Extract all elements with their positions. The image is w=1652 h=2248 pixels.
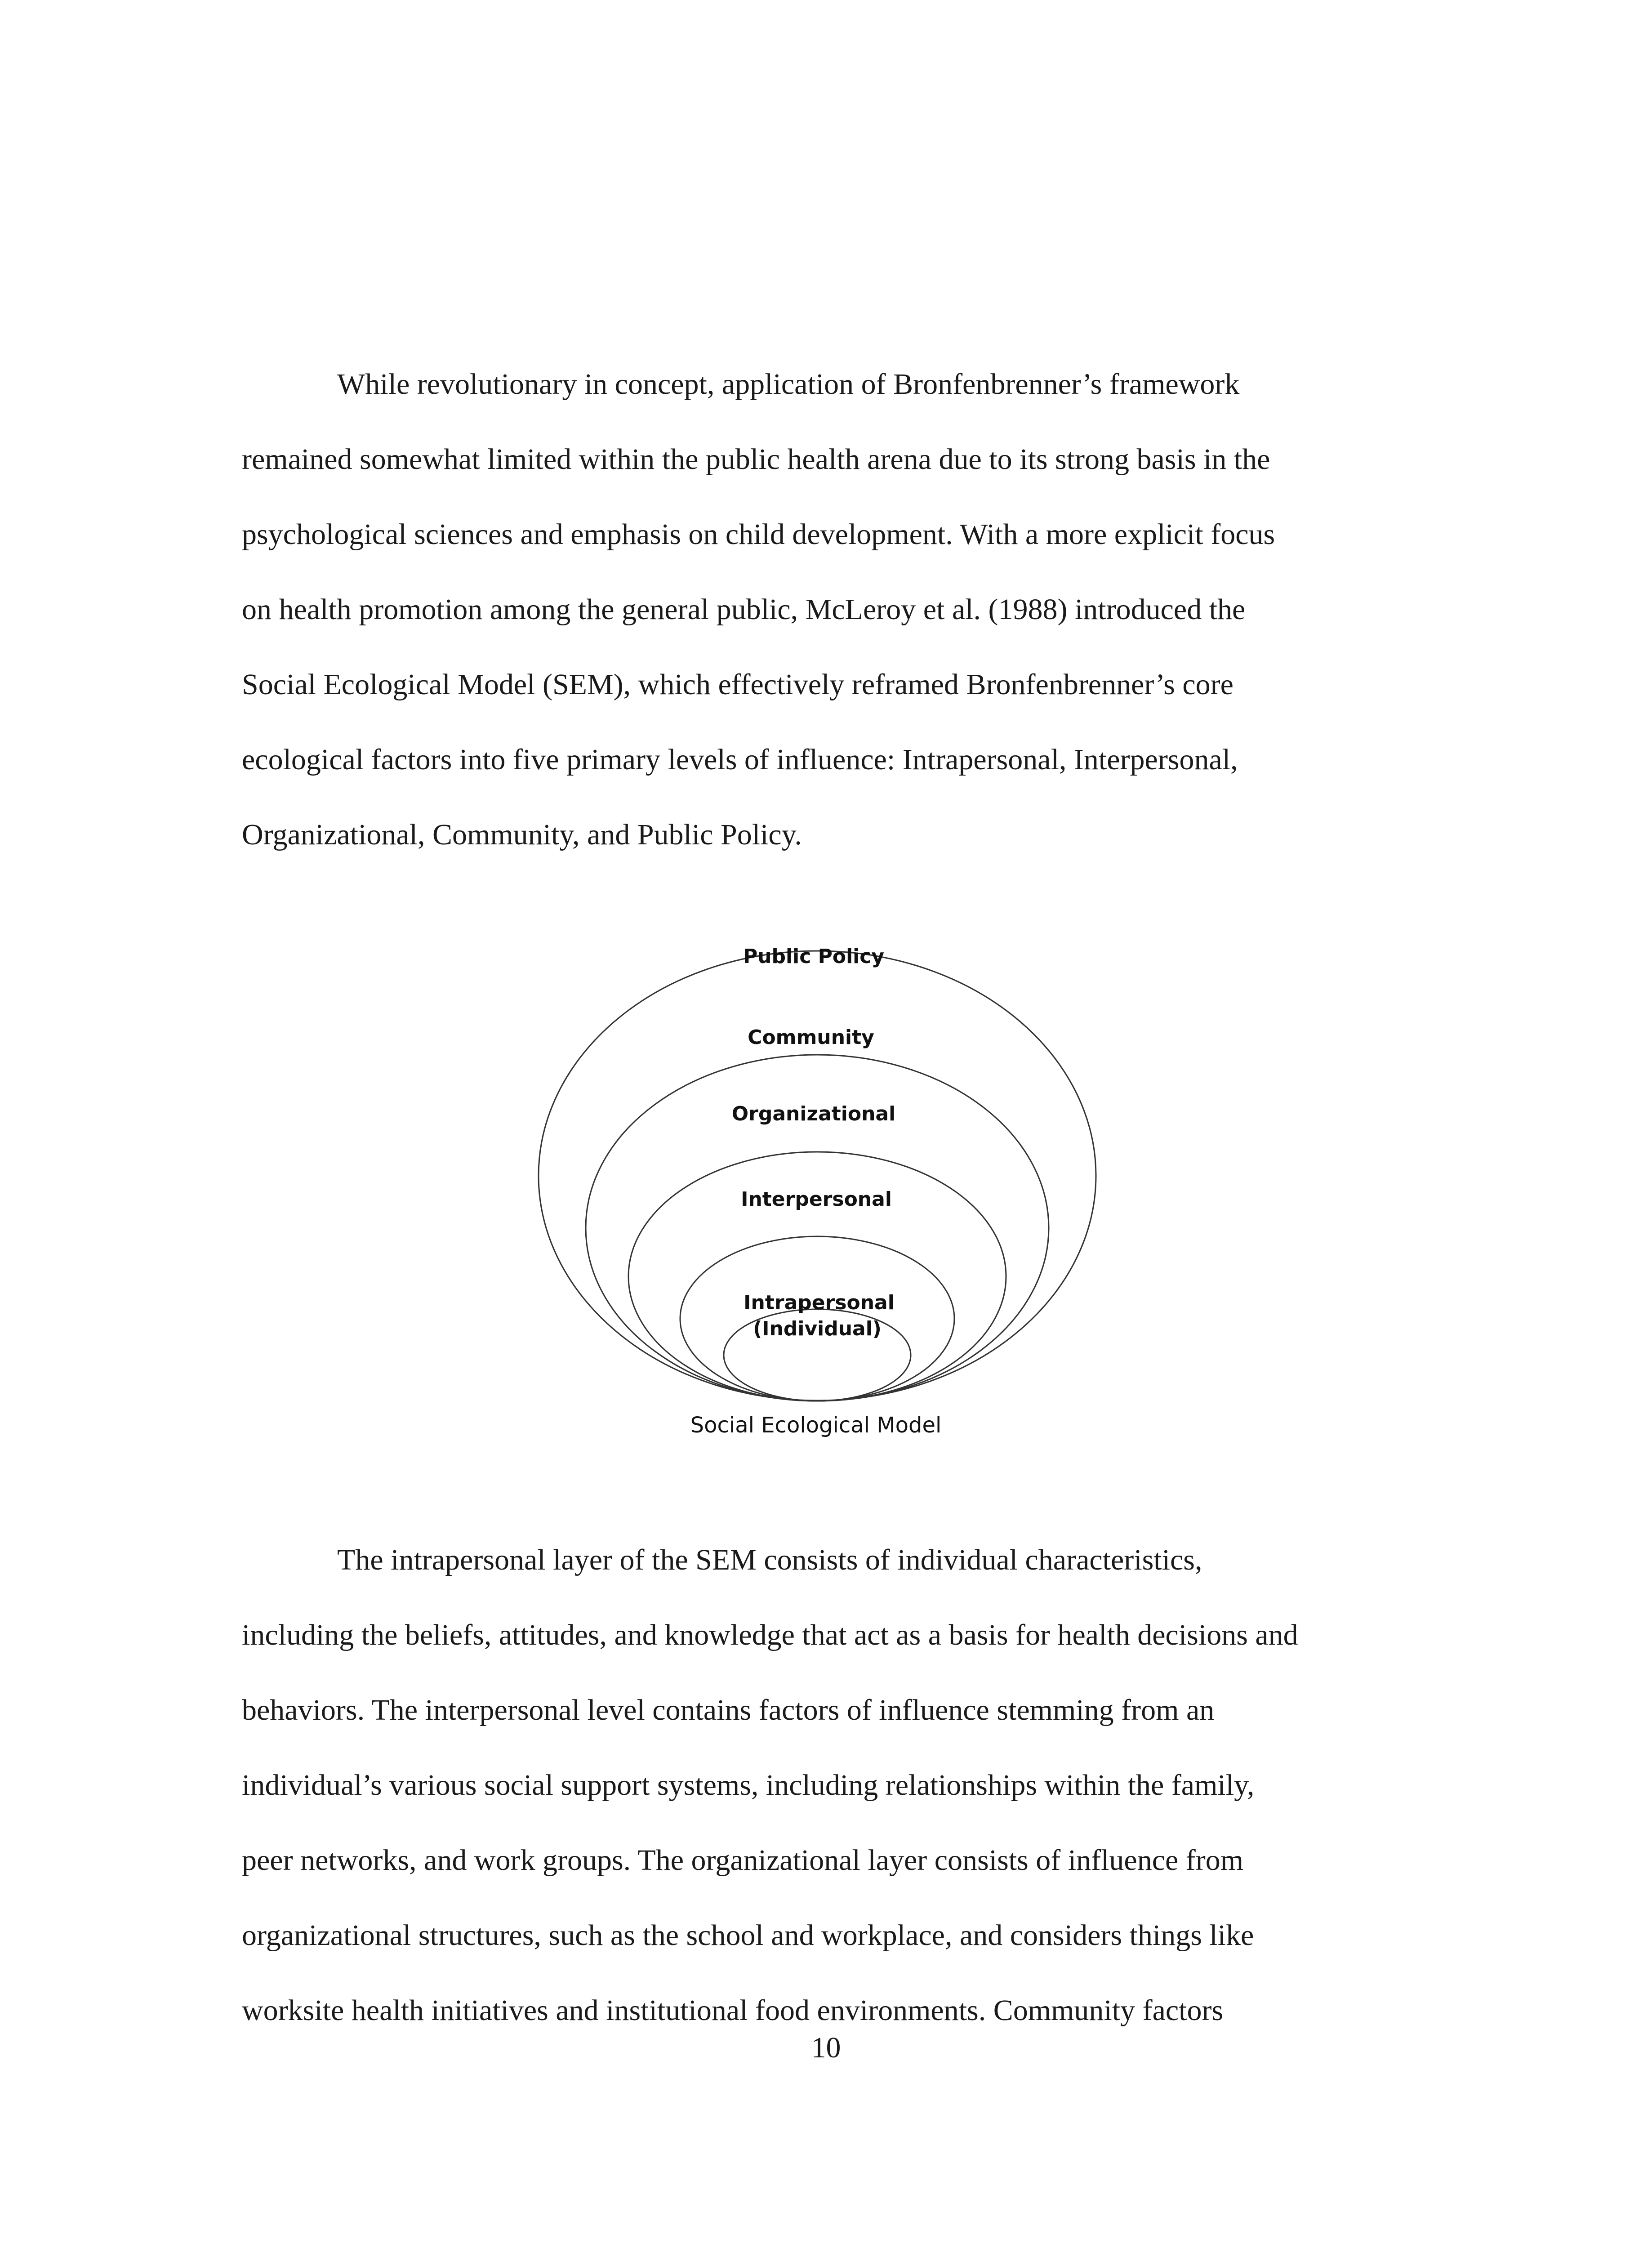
paragraph-2-line: including the beliefs, attitudes, and knowledge that act as a basis for health decisions and <box>242 1619 1298 1651</box>
level-label-individual: (Individual) <box>753 1317 882 1340</box>
paragraph-2-line: peer networks, and work groups. The organizational layer consists of influence from <box>242 1844 1244 1877</box>
paragraph-1-line: remained somewhat limited within the public health arena due to its strong basis in the <box>242 443 1270 476</box>
paragraph-1-line: Organizational, Community, and Public Policy. <box>242 818 802 851</box>
paragraph-1-line: While revolutionary in concept, application of Bronfenbrenner’s framework <box>337 368 1240 401</box>
paragraph-2-line: behaviors. The interpersonal level contains factors of influence stemming from an <box>242 1694 1215 1726</box>
paragraph-1-line: ecological factors into five primary levels of influence: Intrapersonal, Interpersonal, <box>242 743 1238 776</box>
paragraph-2-line: worksite health initiatives and institutional food environments. Community factors <box>242 1994 1224 2027</box>
social-ecological-model-diagram <box>517 926 1119 1448</box>
paragraph-2-line: individual’s various social support systems, including relationships within the family, <box>242 1769 1255 1802</box>
figure-caption: Social Ecological Model <box>690 1413 942 1438</box>
paragraph-2-line: The intrapersonal layer of the SEM consists of individual characteristics, <box>337 1543 1202 1576</box>
level-label-intrapersonal: Intrapersonal <box>744 1291 895 1314</box>
level-label-interpersonal: Interpersonal <box>741 1188 892 1211</box>
level-label-organizational: Organizational <box>731 1102 896 1125</box>
paragraph-2-line: organizational structures, such as the school and workplace, and considers things like <box>242 1919 1254 1952</box>
paragraph-1-line: psychological sciences and emphasis on child development. With a more explicit focus <box>242 518 1275 551</box>
paragraph-1-line: on health promotion among the general public, McLeroy et al. (1988) introduced the <box>242 593 1246 626</box>
page-number: 10 <box>811 2031 841 2064</box>
level-label-public-policy: Public Policy <box>743 945 885 968</box>
level-label-community: Community <box>748 1026 874 1049</box>
paragraph-1-line: Social Ecological Model (SEM), which effectively reframed Bronfenbrenner’s core <box>242 668 1233 701</box>
